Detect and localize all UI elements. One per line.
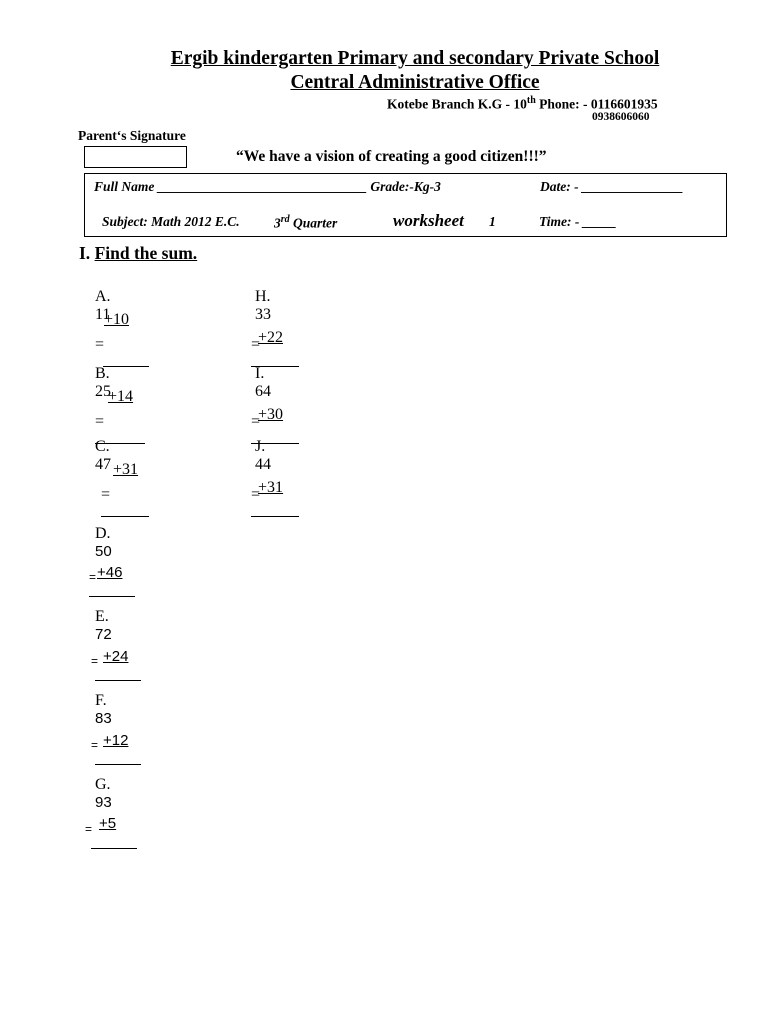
signature-label: Parent‘s Signature xyxy=(78,128,186,143)
branch-line xyxy=(387,95,658,113)
time-field[interactable]: Time: - _____ xyxy=(539,214,617,229)
answer-blank[interactable] xyxy=(101,504,149,517)
problem-addend: +24 xyxy=(103,648,129,665)
equals-sign: = xyxy=(251,413,261,430)
problem-addend: +22 xyxy=(258,329,284,346)
problem-addend: +31 xyxy=(113,461,139,478)
section-heading xyxy=(79,243,197,264)
subject-label: Subject: Math 2012 E.C. xyxy=(102,214,240,229)
problem-label: B. xyxy=(95,365,110,382)
equals-sign: = xyxy=(251,486,261,503)
equals-sign: = xyxy=(101,486,111,503)
worksheet-label: worksheet xyxy=(393,211,464,230)
answer-blank[interactable] xyxy=(91,836,137,849)
problem-label: E. xyxy=(95,608,109,625)
motto: “We have a vision of creating a good citizen!!!” xyxy=(236,148,547,165)
phone-2: 0938606060 xyxy=(592,111,650,123)
problem-addend: 93 xyxy=(95,794,112,811)
equals-sign: = xyxy=(95,336,105,353)
problem-addend: +30 xyxy=(258,406,284,423)
problem-addend: +12 xyxy=(103,732,129,749)
problem-label: F. xyxy=(95,692,107,709)
equals-sign: = xyxy=(251,336,261,353)
problem-d-answer[interactable] xyxy=(89,570,135,600)
problem-addend: +14 xyxy=(108,388,134,405)
problem-addend: 83 xyxy=(95,710,112,727)
problem-label: A. xyxy=(95,288,111,305)
problem-addend: 44 xyxy=(255,456,271,473)
worksheet-number: 1 xyxy=(489,214,496,229)
quarter-number: 3 xyxy=(274,215,281,231)
problem-addend: 47 xyxy=(95,456,111,473)
problem-g-answer[interactable] xyxy=(85,822,137,852)
problem-f-answer[interactable] xyxy=(91,738,141,768)
school-name: Ergib kindergarten Primary and secondary Private School xyxy=(170,48,660,69)
office-name: Central Administrative Office xyxy=(290,72,540,93)
quarter-word: Quarter xyxy=(289,215,338,231)
problem-addend: 50 xyxy=(95,543,112,560)
branch-sup: th xyxy=(526,95,536,106)
problem-addend: +5 xyxy=(99,815,117,832)
section-title: Find the sum. xyxy=(94,243,198,263)
quarter-sup: rd xyxy=(280,214,290,225)
answer-blank[interactable] xyxy=(95,668,141,681)
quarter-label xyxy=(274,214,337,232)
problem-label: G. xyxy=(95,776,111,793)
answer-blank[interactable] xyxy=(95,752,141,765)
full-name-field[interactable]: Full Name _______________________________ Grade:-Kg-3 xyxy=(94,179,441,194)
equals-sign: = xyxy=(91,654,99,668)
problem-label: H. xyxy=(255,288,271,305)
equals-sign: = xyxy=(95,413,105,430)
problem-label: D. xyxy=(95,525,111,542)
problem-label: J. xyxy=(255,438,266,455)
equals-sign: = xyxy=(91,738,99,752)
equals-sign: = xyxy=(85,822,93,836)
date-field[interactable]: Date: - _______________ xyxy=(540,179,684,194)
answer-blank[interactable] xyxy=(251,504,299,517)
problem-label: C. xyxy=(95,438,110,455)
equals-sign: = xyxy=(89,570,97,584)
problem-addend: +46 xyxy=(97,564,123,581)
problem-j-answer[interactable] xyxy=(251,486,299,522)
signature-box[interactable] xyxy=(84,146,187,168)
section-numeral: I. xyxy=(79,243,91,263)
problem-addend: +10 xyxy=(104,311,130,328)
branch-phone: Phone: - 0116601935 xyxy=(535,96,658,112)
answer-blank[interactable] xyxy=(89,584,135,597)
problem-c-answer[interactable] xyxy=(101,486,149,522)
problem-addend: 64 xyxy=(255,383,271,400)
problem-addend: 11 xyxy=(95,306,111,323)
problem-addend: +31 xyxy=(258,479,284,496)
problem-addend: 33 xyxy=(255,306,271,323)
problem-label: I. xyxy=(255,365,265,382)
problem-addend: 25 xyxy=(95,383,111,400)
problem-addend: 72 xyxy=(95,626,112,643)
problem-c-first xyxy=(95,438,111,474)
problem-e-answer[interactable] xyxy=(91,654,141,684)
branch-text: Kotebe Branch K.G - 10 xyxy=(387,96,527,112)
